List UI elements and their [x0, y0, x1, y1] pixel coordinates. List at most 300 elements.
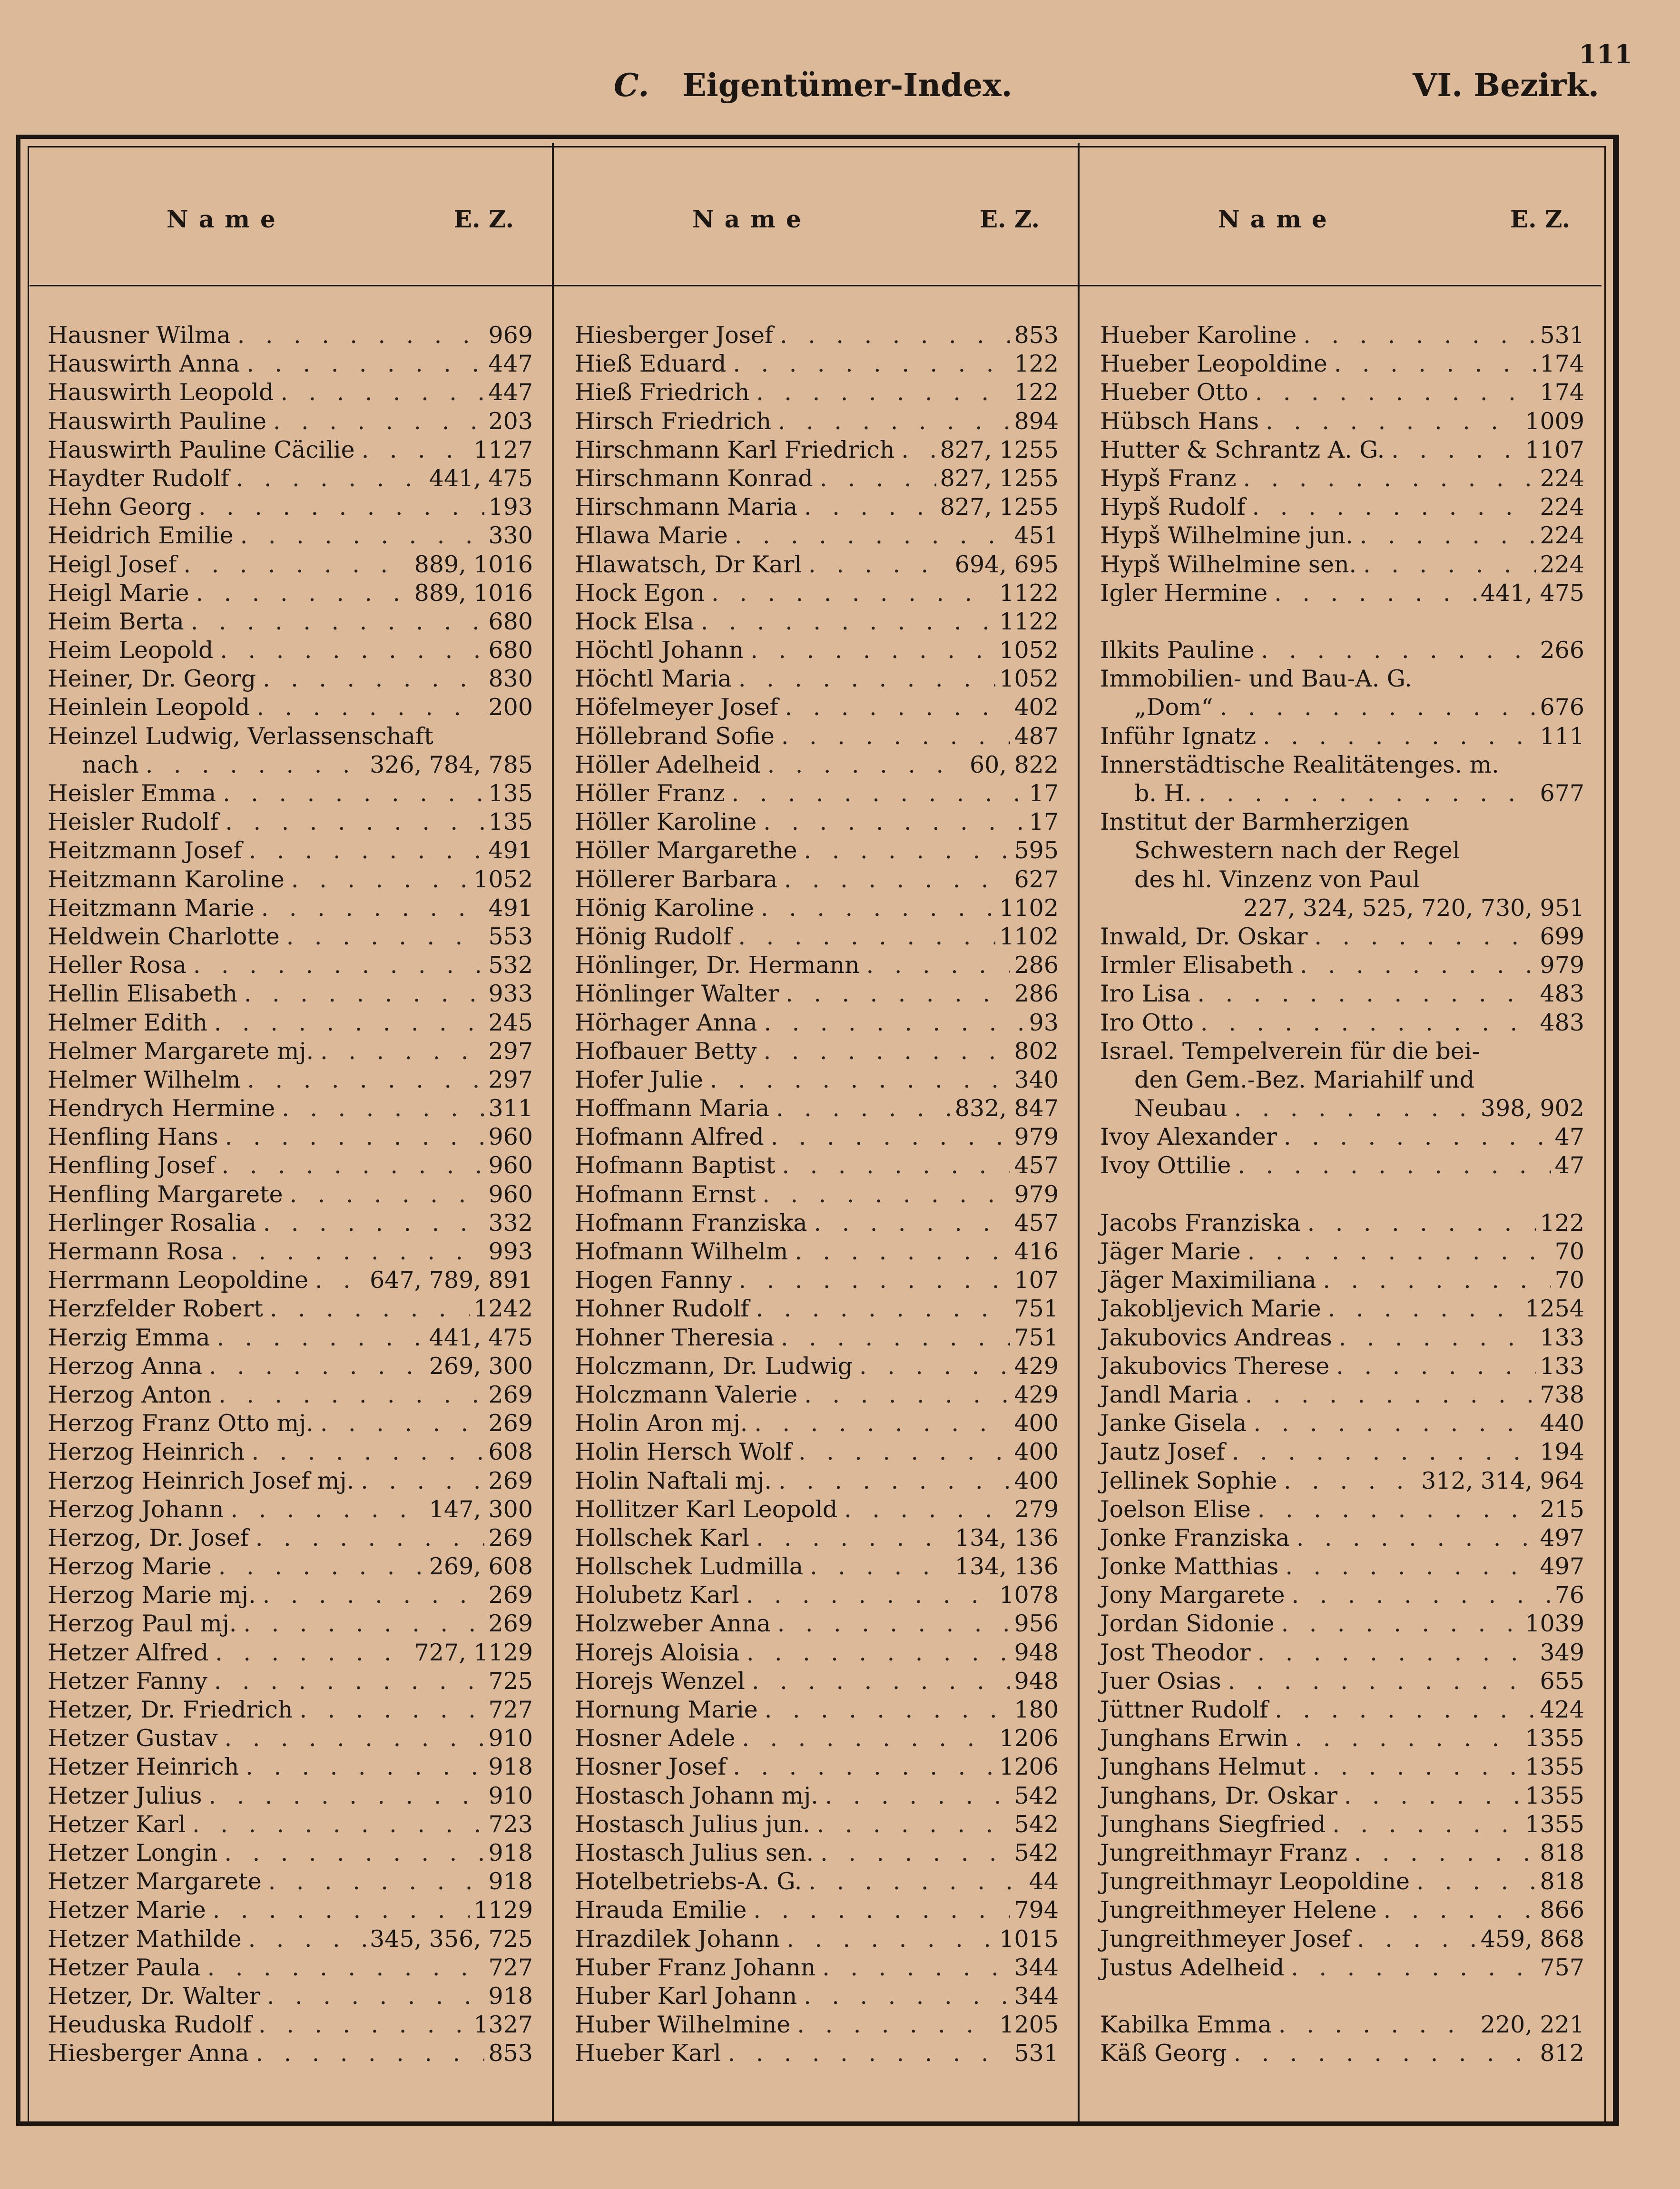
owner-name: Hetzer Margarete — [48, 1868, 262, 1895]
owner-name: Institut der Barmherzigen — [1100, 808, 1409, 836]
leader-dots — [778, 693, 1011, 722]
index-entry — [575, 1009, 1059, 1037]
index-entry — [48, 1581, 533, 1610]
leader-dots — [694, 608, 996, 636]
index-entry — [1100, 894, 1584, 923]
index-entry — [575, 1209, 1059, 1237]
owner-name: Hypš Wilhelmine sen. — [1100, 550, 1357, 578]
ez-number: 93 — [1029, 1009, 1059, 1036]
index-entry — [575, 1467, 1059, 1495]
owner-name: Hollschek Ludmilla — [575, 1553, 804, 1580]
ez-number: 224 — [1540, 522, 1584, 550]
leader-dots — [807, 1209, 1010, 1237]
index-entry — [1100, 1009, 1584, 1037]
index-entry — [1100, 1639, 1584, 1667]
leader-dots — [777, 865, 1011, 894]
index-entry — [575, 436, 1059, 464]
owner-name: Hofmann Franziska — [575, 1209, 807, 1237]
index-entry — [575, 579, 1059, 608]
ez-number: 180 — [1014, 1696, 1059, 1723]
owner-name: Hornung Marie — [575, 1696, 758, 1723]
owner-name: Höfelmeyer Josef — [575, 694, 778, 721]
ez-number: 330 — [488, 522, 533, 550]
leader-dots — [1238, 1381, 1536, 1409]
leader-dots — [202, 1352, 425, 1381]
index-entry — [48, 1782, 533, 1810]
ez-number: 345, 356, 725 — [370, 1925, 533, 1953]
owner-name: Höchtl Johann — [575, 637, 744, 664]
index-entry — [48, 693, 533, 722]
leader-dots — [242, 1925, 366, 1953]
ez-number: 918 — [488, 1982, 533, 2010]
owner-name: Herzig Emma — [48, 1324, 210, 1351]
leader-dots — [744, 636, 995, 665]
ez-number: 269 — [488, 1467, 533, 1494]
leader-dots — [314, 1409, 485, 1438]
leader-dots — [1277, 1467, 1417, 1495]
leader-dots — [177, 550, 410, 579]
index-entry — [575, 980, 1059, 1008]
owner-name: Hosner Adele — [575, 1725, 736, 1752]
leader-dots — [1221, 1667, 1536, 1696]
index-entry — [48, 865, 533, 894]
ez-number: 1009 — [1525, 407, 1584, 435]
leader-dots — [283, 1180, 485, 1209]
index-entry — [575, 1925, 1059, 1953]
owner-name: Herrmann Leopoldine — [48, 1266, 309, 1294]
ez-number: 17 — [1029, 780, 1059, 807]
index-entry — [575, 350, 1059, 378]
ez-number: 1015 — [999, 1925, 1059, 1953]
leader-dots — [1190, 980, 1536, 1008]
owner-name: Juer Osias — [1100, 1667, 1221, 1695]
leader-dots — [216, 779, 484, 808]
ez-number: 440 — [1540, 1410, 1584, 1437]
page-number: 111 — [1579, 39, 1632, 69]
leader-dots — [813, 464, 936, 493]
owner-name: Herzog Heinrich Josef mj. — [48, 1467, 354, 1494]
owner-name: Höller Margarethe — [575, 837, 797, 864]
index-entry — [575, 1495, 1059, 1524]
owner-name: Hirsch Friedrich — [575, 407, 772, 435]
index-entry — [1100, 1352, 1584, 1381]
ez-number: 193 — [488, 493, 533, 521]
ez-number: 608 — [488, 1438, 533, 1466]
index-entry — [48, 1237, 533, 1266]
ez-number: 853 — [1014, 322, 1059, 349]
index-entry — [1100, 1209, 1584, 1237]
ez-number: 1078 — [999, 1581, 1059, 1609]
index-entry — [48, 350, 533, 378]
ez-number: 830 — [488, 665, 533, 693]
owner-name: Hübsch Hans — [1100, 407, 1259, 435]
ez-number: 655 — [1540, 1667, 1584, 1695]
index-entry — [48, 1953, 533, 1982]
ez-number: 531 — [1014, 2040, 1059, 2067]
owner-name: Höller Adelheid — [575, 751, 761, 778]
leader-dots — [1306, 1753, 1521, 1781]
index-entry — [48, 1810, 533, 1839]
leader-dots — [210, 1324, 425, 1352]
ez-number: 1355 — [1525, 1810, 1584, 1838]
index-entry — [48, 1667, 533, 1696]
leader-dots — [189, 579, 411, 608]
owner-name: Hehn Georg — [48, 493, 192, 521]
ez-number: 60, 822 — [969, 751, 1059, 778]
owner-name: Hutter & Schrantz A. G. — [1100, 436, 1385, 463]
owner-name: Immobilien- und Bau-A. G. — [1100, 665, 1412, 693]
index-entry — [1100, 1810, 1584, 1839]
leader-dots — [1316, 1266, 1551, 1295]
ez-number: 1107 — [1525, 436, 1584, 463]
leader-dots — [749, 1295, 1010, 1323]
ez-number: 424 — [1540, 1696, 1584, 1723]
leader-dots — [797, 836, 1011, 865]
owner-name: Junghans, Dr. Oskar — [1100, 1782, 1337, 1809]
column-header-ez: E. Z. — [980, 205, 1040, 233]
index-entry — [48, 1925, 533, 1953]
leader-dots — [732, 665, 995, 693]
ez-number: 269 — [488, 1410, 533, 1437]
ez-number: 979 — [1540, 952, 1584, 979]
ez-number: 122 — [1014, 350, 1059, 378]
owner-name: Holzweber Anna — [575, 1610, 771, 1638]
index-entry — [1100, 1753, 1584, 1781]
index-entry — [48, 1524, 533, 1552]
ez-number: 832, 847 — [954, 1095, 1059, 1122]
leader-dots — [837, 1495, 1010, 1524]
owner-name: Hetzer Paula — [48, 1953, 201, 1981]
owner-name: Hirschmann Karl Friedrich — [575, 436, 895, 463]
column-header-name: Name — [1218, 205, 1337, 233]
owner-name: Hueber Otto — [1100, 379, 1248, 406]
ez-number: 827, 1255 — [940, 464, 1059, 492]
ez-number: 147, 300 — [429, 1495, 533, 1523]
owner-name: Ilkits Pauline — [1100, 637, 1255, 664]
leader-dots — [756, 1180, 1010, 1209]
owner-name: Jellinek Sophie — [1100, 1467, 1277, 1494]
index-entry — [48, 1324, 533, 1352]
index-entry — [1100, 636, 1584, 665]
owner-name: Hogen Fanny — [575, 1266, 732, 1294]
ez-number: 751 — [1014, 1324, 1059, 1351]
leader-dots — [814, 1839, 1010, 1867]
ez-number: 738 — [1540, 1381, 1584, 1408]
leader-dots — [1275, 1610, 1522, 1638]
leader-dots — [245, 1438, 484, 1466]
leader-dots — [774, 1324, 1010, 1352]
index-entry — [1100, 1467, 1584, 1495]
owner-name: Heitzmann Marie — [48, 894, 255, 922]
ez-number: 17 — [1029, 808, 1059, 836]
index-entry — [48, 665, 533, 693]
index-entry — [575, 1066, 1059, 1094]
index-entry — [575, 464, 1059, 493]
index-entry — [48, 894, 533, 923]
leader-dots — [1332, 1324, 1536, 1352]
leader-dots — [769, 1094, 951, 1123]
owner-name: Herzog Paul mj. — [48, 1610, 237, 1638]
owner-name: Höllebrand Sofie — [575, 722, 775, 750]
index-entry — [575, 1352, 1059, 1381]
index-entry — [48, 436, 533, 464]
index-entry — [575, 1810, 1059, 1839]
ez-number: 429 — [1014, 1381, 1059, 1408]
ez-number: 441, 475 — [1480, 579, 1584, 607]
owner-name: Hlawa Marie — [575, 522, 728, 550]
owner-name: Hofbauer Betty — [575, 1037, 757, 1065]
index-entry — [48, 579, 533, 608]
ez-number: 1205 — [999, 2011, 1059, 2039]
index-entry — [575, 550, 1059, 579]
index-entry — [48, 1266, 533, 1295]
index-entry — [48, 407, 533, 436]
leader-dots — [207, 1667, 485, 1696]
index-entry — [1100, 2011, 1584, 2039]
ez-number: 47 — [1554, 1152, 1584, 1179]
owner-name: Heitzmann Karoline — [48, 865, 285, 893]
index-entry — [48, 636, 533, 665]
owner-name: Hosner Josef — [575, 1753, 727, 1781]
leader-dots — [285, 865, 470, 894]
ez-number: 727 — [488, 1696, 533, 1723]
owner-name: Hetzer Gustav — [48, 1725, 218, 1752]
owner-name: Jonke Matthias — [1100, 1553, 1279, 1580]
index-entry — [48, 1066, 533, 1094]
owner-name: Jäger Marie — [1100, 1238, 1241, 1265]
index-entry — [575, 608, 1059, 636]
owner-name: Hock Egon — [575, 579, 705, 607]
owner-name: Inwald, Dr. Oskar — [1100, 923, 1308, 950]
leader-dots — [757, 1037, 1011, 1066]
ez-number: 918 — [488, 1753, 533, 1781]
owner-name: Hostasch Julius sen. — [575, 1839, 814, 1866]
column-divider-1 — [552, 143, 554, 2126]
leader-dots — [213, 636, 484, 665]
index-entry — [48, 464, 533, 493]
owner-name: Heim Leopold — [48, 637, 214, 664]
ez-number: 827, 1255 — [940, 436, 1059, 463]
ez-number: 279 — [1014, 1495, 1059, 1523]
index-entry — [575, 1381, 1059, 1409]
owner-name: Jautz Josef — [1100, 1438, 1225, 1466]
ez-number: 269 — [488, 1581, 533, 1609]
leader-dots — [1297, 321, 1536, 350]
leader-dots — [262, 1867, 485, 1896]
ez-number: 894 — [1014, 407, 1059, 435]
leader-dots — [224, 1237, 484, 1266]
index-entry — [1100, 2039, 1584, 2068]
leader-dots — [187, 951, 485, 980]
index-entry — [575, 521, 1059, 550]
ez-number: 1052 — [999, 637, 1059, 664]
index-entry — [48, 378, 533, 407]
owner-name: Henfling Margarete — [48, 1180, 283, 1208]
ez-number: 447 — [488, 350, 533, 378]
leader-dots — [1278, 1552, 1536, 1581]
index-entry — [1100, 1295, 1584, 1323]
owner-name: Joelson Elise — [1100, 1495, 1251, 1523]
ez-number: 542 — [1014, 1839, 1059, 1866]
index-entry — [575, 1438, 1059, 1466]
ez-number: 135 — [488, 780, 533, 807]
leader-dots — [1327, 350, 1536, 378]
owner-name: Justus Adelheid — [1100, 1953, 1285, 1981]
leader-dots — [721, 2039, 1011, 2068]
owner-name: Hohner Theresia — [575, 1324, 775, 1351]
index-entry — [1100, 951, 1584, 980]
leader-dots — [761, 751, 966, 779]
ez-number: 491 — [488, 894, 533, 922]
index-entry — [48, 2011, 533, 2039]
ez-number: 818 — [1540, 1868, 1584, 1895]
ez-number: 497 — [1540, 1553, 1584, 1580]
ez-number: 918 — [488, 1868, 533, 1895]
ez-number: 677 — [1540, 780, 1584, 807]
ez-number: 133 — [1540, 1324, 1584, 1351]
leader-dots — [1307, 923, 1536, 951]
ez-number: 723 — [488, 1810, 533, 1838]
index-entry — [1100, 1324, 1584, 1352]
leader-dots — [256, 1581, 485, 1610]
owner-name: Holczmann Valerie — [575, 1381, 798, 1408]
index-entry — [575, 1839, 1059, 1867]
ez-number: 457 — [1014, 1152, 1059, 1179]
index-entry — [48, 923, 533, 951]
header-divider — [29, 285, 1601, 286]
leader-dots — [1277, 1123, 1551, 1151]
index-entry — [575, 1037, 1059, 1066]
index-entry — [575, 1524, 1059, 1552]
index-entry — [1100, 1151, 1584, 1180]
index-entry — [48, 836, 533, 865]
index-entry — [1100, 378, 1584, 407]
leader-dots — [256, 665, 484, 693]
index-entry — [575, 1581, 1059, 1610]
spacer-row — [1100, 1982, 1584, 2011]
leader-dots — [726, 350, 1010, 378]
ez-number: 918 — [488, 1839, 533, 1866]
owner-name: Heisler Rudolf — [48, 808, 219, 836]
index-entry — [1100, 407, 1584, 436]
leader-dots — [797, 493, 936, 521]
index-entry — [48, 1753, 533, 1781]
index-entry — [575, 2011, 1059, 2039]
ez-number: 680 — [488, 608, 533, 635]
owner-name: Heinlein Leopold — [48, 694, 250, 721]
owner-name: Hypš Wilhelmine jun. — [1100, 522, 1353, 550]
index-entry — [1100, 1953, 1584, 1982]
index-entry — [1100, 350, 1584, 378]
section-title — [614, 67, 1012, 104]
index-entry — [1100, 1696, 1584, 1724]
ez-number: 402 — [1014, 694, 1059, 721]
ez-number: 224 — [1540, 550, 1584, 578]
owner-name: Ivoy Ottilie — [1100, 1152, 1231, 1179]
owner-name: Heldwein Charlotte — [48, 923, 280, 950]
index-entry — [575, 493, 1059, 521]
index-entry — [1100, 321, 1584, 350]
leader-dots — [747, 1896, 1010, 1924]
owner-name: b. H. — [1134, 780, 1192, 807]
index-entry — [575, 1151, 1059, 1180]
ez-number: 400 — [1014, 1467, 1059, 1494]
column-header-1 — [29, 202, 533, 236]
ez-number: 491 — [488, 837, 533, 864]
ez-number: 349 — [1540, 1639, 1584, 1666]
owner-name: Hetzer Julius — [48, 1782, 202, 1809]
ez-number: 866 — [1540, 1896, 1584, 1924]
owner-name: Höller Franz — [575, 780, 725, 807]
ez-number: 441, 475 — [429, 464, 533, 492]
owner-name: Helmer Edith — [48, 1009, 207, 1036]
leader-dots — [764, 1123, 1011, 1151]
index-entry — [48, 1982, 533, 2011]
ez-number: 680 — [488, 637, 533, 664]
ez-number: 269 — [488, 1381, 533, 1408]
leader-dots — [756, 808, 1025, 836]
ez-number: 332 — [488, 1209, 533, 1237]
index-entry — [48, 980, 533, 1008]
leader-dots — [705, 579, 995, 608]
ez-number: 70 — [1554, 1266, 1584, 1294]
index-entry — [1100, 808, 1584, 836]
leader-dots — [206, 1896, 470, 1924]
index-entry — [48, 1381, 533, 1409]
owner-name: Huber Franz Johann — [575, 1953, 816, 1981]
owner-name: Innerstädtische Realitätenges. m. — [1100, 751, 1499, 778]
owner-name: Hönlinger, Dr. Hermann — [575, 952, 860, 979]
leader-dots — [218, 808, 484, 836]
leader-dots — [788, 1237, 1010, 1266]
owner-name: Kabilka Emma — [1100, 2011, 1272, 2039]
owner-name: Holin Naftali mj. — [575, 1467, 772, 1494]
owner-name: Jungreithmeyer Helene — [1100, 1896, 1377, 1924]
index-entry — [1100, 751, 1584, 779]
ez-number: 727, 1129 — [414, 1639, 533, 1666]
owner-name: Hetzer Marie — [48, 1896, 206, 1924]
ez-number: 757 — [1540, 1953, 1584, 1981]
owner-name: Inführ Ignatz — [1100, 722, 1257, 750]
ez-number: 133 — [1540, 1352, 1584, 1380]
index-entry — [48, 1467, 533, 1495]
column-header-ez: E. Z. — [1510, 205, 1570, 233]
owner-name: Heigl Marie — [48, 579, 189, 607]
owner-name: Hofer Julie — [575, 1066, 703, 1093]
ez-number: 676 — [1540, 694, 1584, 721]
index-entry — [575, 2039, 1059, 2068]
index-entry — [1100, 1438, 1584, 1466]
leader-dots — [853, 1352, 1010, 1381]
owner-name: Hueber Leopoldine — [1100, 350, 1327, 378]
owner-name: Israel. Tempelverein für die bei- — [1100, 1037, 1480, 1065]
leader-dots — [1231, 1151, 1551, 1180]
owner-name: Hetzer Karl — [48, 1810, 186, 1838]
ez-number: 286 — [1014, 980, 1059, 1008]
index-entry — [575, 1667, 1059, 1696]
index-entry — [48, 1180, 533, 1209]
index-entry — [575, 693, 1059, 722]
owner-name: Helmer Margarete mj. — [48, 1037, 314, 1065]
leader-dots — [1353, 521, 1536, 550]
owner-name: Jungreithmeyer Josef — [1100, 1925, 1351, 1953]
owner-name: Hellin Elisabeth — [48, 980, 237, 1008]
leader-dots — [212, 1552, 425, 1581]
ez-number: 1102 — [999, 923, 1059, 950]
index-entry — [575, 1094, 1059, 1123]
index-entry — [575, 779, 1059, 808]
index-entry — [48, 550, 533, 579]
